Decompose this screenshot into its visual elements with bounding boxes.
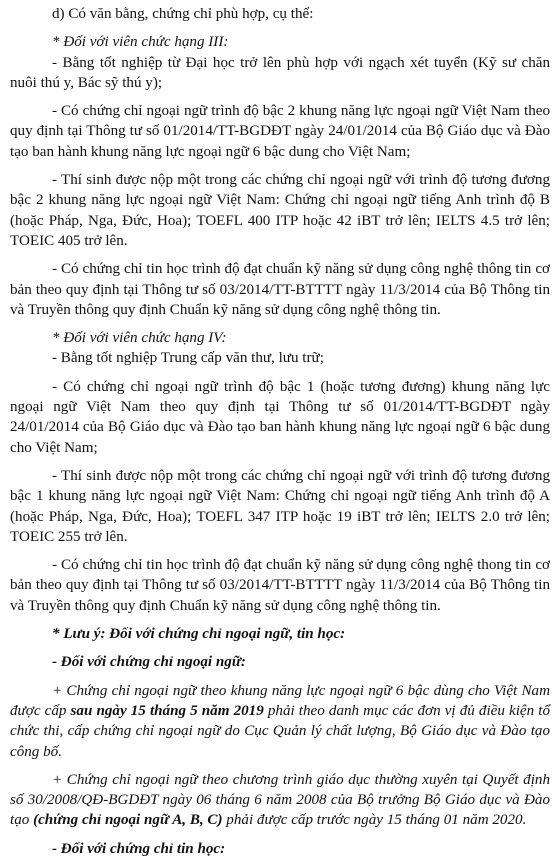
note-language-item-2-rest: phải được cấp trước ngày 15 tháng 01 năm 2020.	[222, 812, 527, 829]
note-language-item-1-date: sau ngày 15 tháng 5 năm 2019	[70, 702, 264, 719]
paragraph-degree-iv: - Bằng tốt nghiệp Trung cấp văn thư, lưu trữ;	[52, 350, 324, 367]
paragraph-language-iii: - Có chứng chỉ ngoại ngữ trình độ bậc 2 khung năng lực ngoại ngữ Việt Nam theo quy định tại Thông tư số 01/2014/TT-BGDĐT ngày 24/01/2014 của Bộ Giáo dục và Đào tạo ban hành khung năng lực ngoại ngữ 6 bậc dung cho Việt Nam;	[10, 103, 550, 160]
note-language-item-1-text: + Chứng chỉ ngoại ngữ theo khung năng lực ngoại ngữ 6 bậc dùng cho Việt Nam được cấp	[10, 682, 550, 719]
paragraph-language-equivalent-iv: - Thí sinh được nộp một trong các chứng chỉ ngoại ngữ với trình độ tương đương bậc 1 khung năng lực ngoại ngữ Việt Nam: Chứng chỉ ngoại ngữ tiếng Anh trình độ A (hoặc Pháp, Nga, Đức, Hoa); TOEFL 347 ITP hoặc 19 iBT trở lên; IELTS 2.0 trở lên; TOEIC 255 trở lên.	[10, 467, 550, 545]
paragraph-language-iv: - Có chứng chỉ ngoại ngữ trình độ bậc 1 (hoặc tương đương) khung năng lực ngoại ngữ Việt Nam theo quy định tại Thông tư số 01/2014/TT-BGDĐT ngày 24/01/2014 của Bộ Giáo dục và Đào tạo ban hành khung năng lực ngoại ngữ 6 bậc dung cho Việt Nam;	[10, 378, 550, 456]
paragraph-degree-iii: - Bằng tốt nghiệp từ Đại học trở lên phù hợp với ngạch xét tuyển (Kỹ sư chăn nuôi thú y, Bác sỹ thú y);	[10, 54, 550, 91]
paragraph-language-equivalent-iii: - Thí sinh được nộp một trong các chứng chỉ ngoại ngữ với trình độ tương đương bậc 2 khung năng lực ngoại ngữ Việt Nam: Chứng chỉ ngoại ngữ tiếng Anh trình độ B (hoặc Pháp, Nga, Đức, Hoa); TOEFL 400 ITP hoặc 42 iBT trở lên; IELTS 4.5 trở lên; TOEIC 405 trở lên.	[10, 172, 550, 249]
note-language-item-2-text: + Chứng chỉ ngoại ngữ theo chương trình giáo dục thường xuyên tại Quyết định số 30/2008/QĐ-BGDĐT ngày 06 tháng 6 năm 2008 của Bộ trưởng Bộ Giáo dục và Đào tạo	[10, 771, 550, 829]
note-language-item-1-rest: phải theo danh mục các đơn vị đủ điều kiện tổ chức thi, cấp chứng chỉ ngoại ngữ do Cục Quản lý chất lượng, Bộ Giáo dục và Đào tạo công bố.	[10, 702, 551, 760]
section-heading-d: d) Có văn bằng, chứng chỉ phù hợp, cụ thể:	[52, 6, 314, 22]
paragraph-it-iv: - Có chứng chỉ tin học trình độ đạt chuẩn kỹ năng sử dụng công nghệ thong tin cơ bản theo quy định tại Thông tư số 03/2014/TT-BTTTT ngày 11/3/2014 của Bộ Thông tin và Truyền thông quy định Chuẩn kỹ năng sử dụng công nghệ thông tin.	[10, 557, 550, 614]
note-it-heading: - Đối với chứng chỉ tin học:	[52, 840, 226, 857]
subheading-grade-iii: * Đối với viên chức hạng III:	[52, 34, 229, 51]
note-language-item-2	[10, 770, 550, 831]
note-language-item-2-certs: (chứng chỉ ngoại ngữ A, B, C)	[33, 812, 223, 829]
note-foreign-language-heading: - Đối với chứng chỉ ngoại ngữ:	[52, 654, 246, 671]
subheading-grade-iv: * Đối với viên chức hạng IV:	[52, 330, 227, 347]
note-title: * Lưu ý: Đối với chứng chỉ ngoại ngữ, tin học:	[52, 626, 346, 643]
paragraph-it-iii: - Có chứng chỉ tin học trình độ đạt chuẩn kỹ năng sử dụng công nghệ thông tin cơ bản theo quy định tại Thông tư số 03/2014/TT-BTTTT ngày 11/3/2014 của Bộ Thông tin và Truyền thông quy định Chuẩn kỹ năng sử dụng công nghệ thông tin.	[10, 261, 550, 318]
note-language-item-1	[10, 681, 550, 762]
